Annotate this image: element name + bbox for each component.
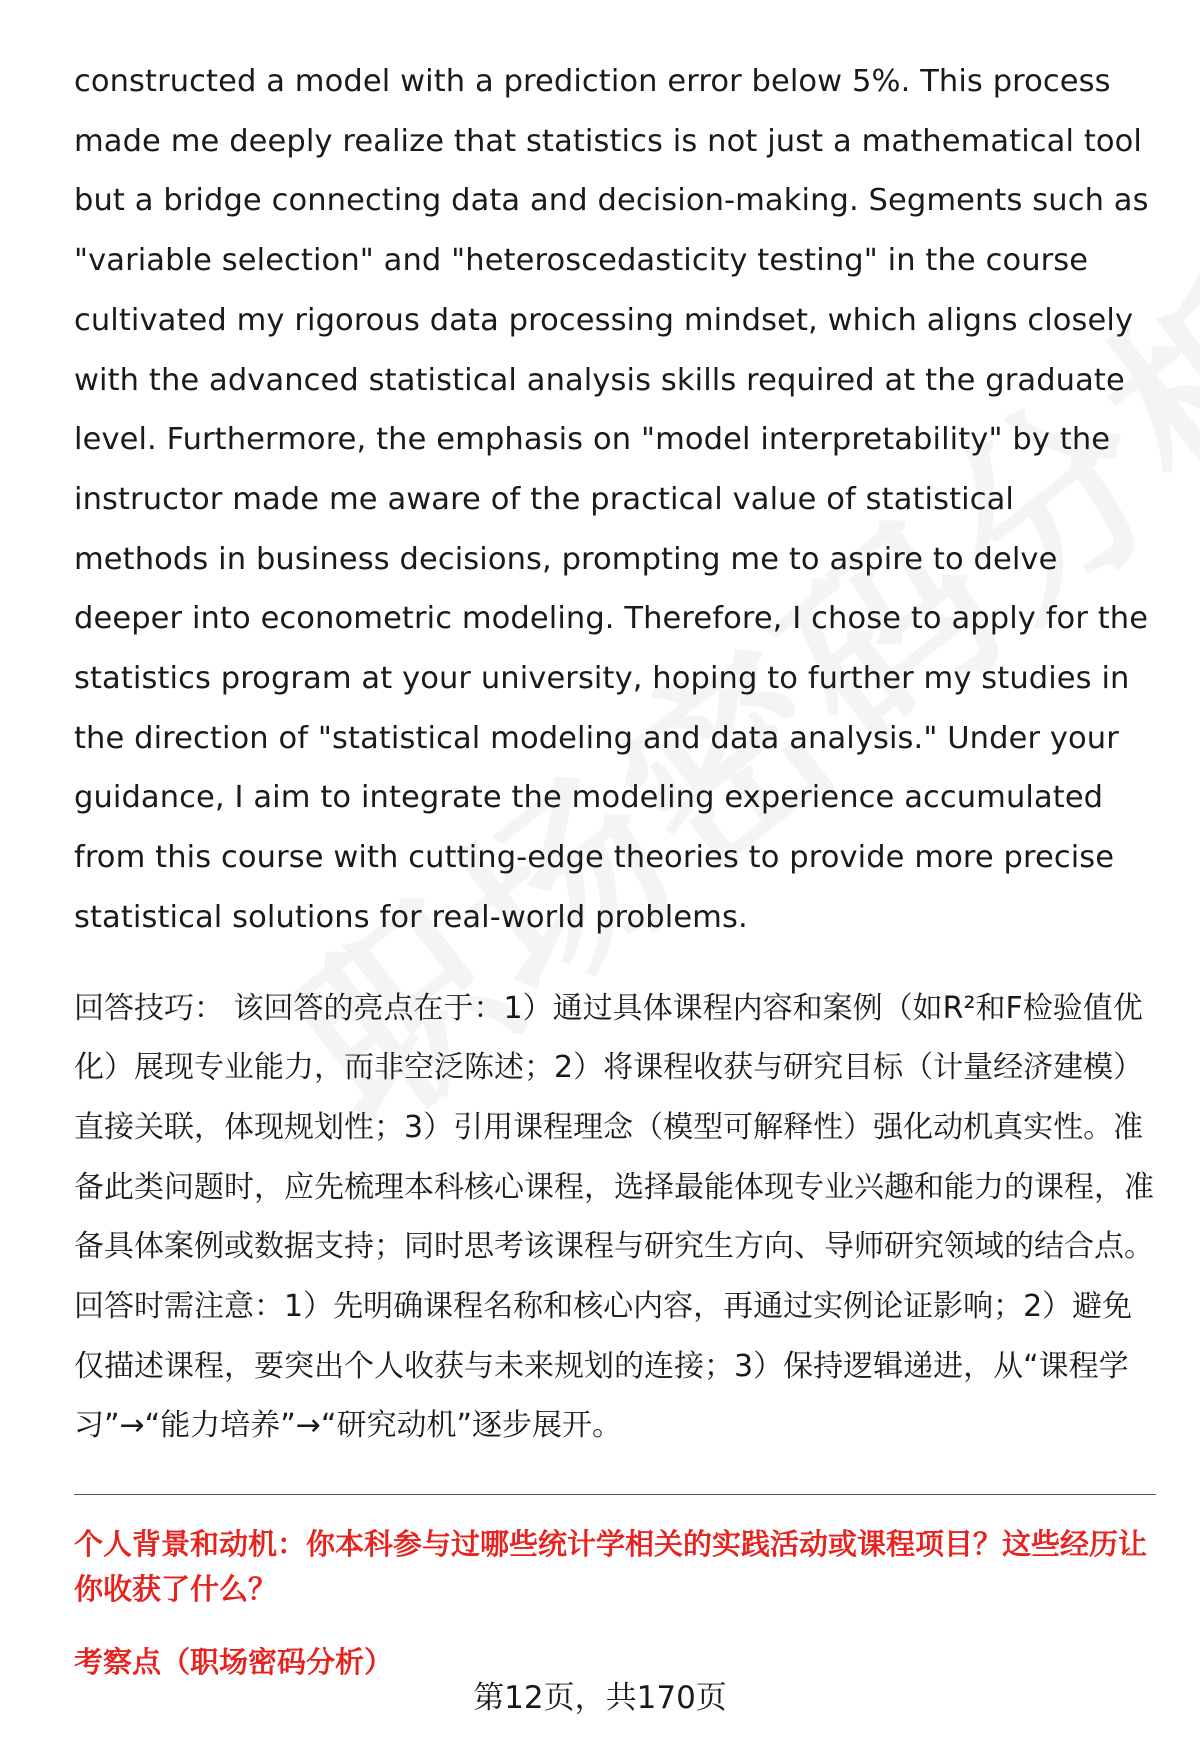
- section-heading: 考察点（职场密码分析）: [74, 1645, 394, 1680]
- question-heading: 个人背景和动机：你本科参与过哪些统计学相关的实践活动或课程项目？这些经历让你收获了什么？: [74, 1527, 1148, 1607]
- body-paragraph: constructed a model with a prediction error below 5%. This process made me deeply realize that statistics is not just a mathematical tool but a bridge connecting data and decision-making. Segments such as "variable selection" and "heteroscedasticity testing" in the course cultivated my rigorous data processing mindset, which aligns closely with the advanced statistical analysis skills required at the graduate level. Furthermore, the emphasis on "model interpretability" by the instructor made me aware of the practical value of statistical methods in business decisions, prompting me to aspire to delve deeper into econometric modeling. Therefore, I chose to apply for the statistics program at your university, hoping to further my studies in the direction of "statistical modeling and data analysis." Under your guidance, I aim to integrate the modeling experience accumulated from this course with cutting-edge theories to provide more precise statistical solutions for real-world problems.: [74, 64, 1149, 935]
- page-number-footer: 第12页，共170页: [473, 1680, 727, 1716]
- section-divider: [74, 1494, 1156, 1495]
- tips-paragraph: 回答技巧： 该回答的亮点在于：1）通过具体课程内容和案例（如R²和F检验值优化）展现专业能力，而非空泛陈述；2）将课程收获与研究目标（计量经济建模）直接关联，体现规划性；3）引用课程理念（模型可解释性）强化动机真实性。准备此类问题时，应先梳理本科核心课程，选择最能体现专业兴趣和能力的课程，准备具体案例或数据支持；同时思考该课程与研究生方向、导师研究领域的结合点。回答时需注意：1）先明确课程名称和核心内容，再通过实例论证影响；2）避免仅描述课程，要突出个人收获与未来规划的连接；3）保持逻辑递进，从“课程学习”→“能力培养”→“研究动机”逐步展开。: [74, 990, 1154, 1444]
- page-content: [74, 52, 1154, 1685]
